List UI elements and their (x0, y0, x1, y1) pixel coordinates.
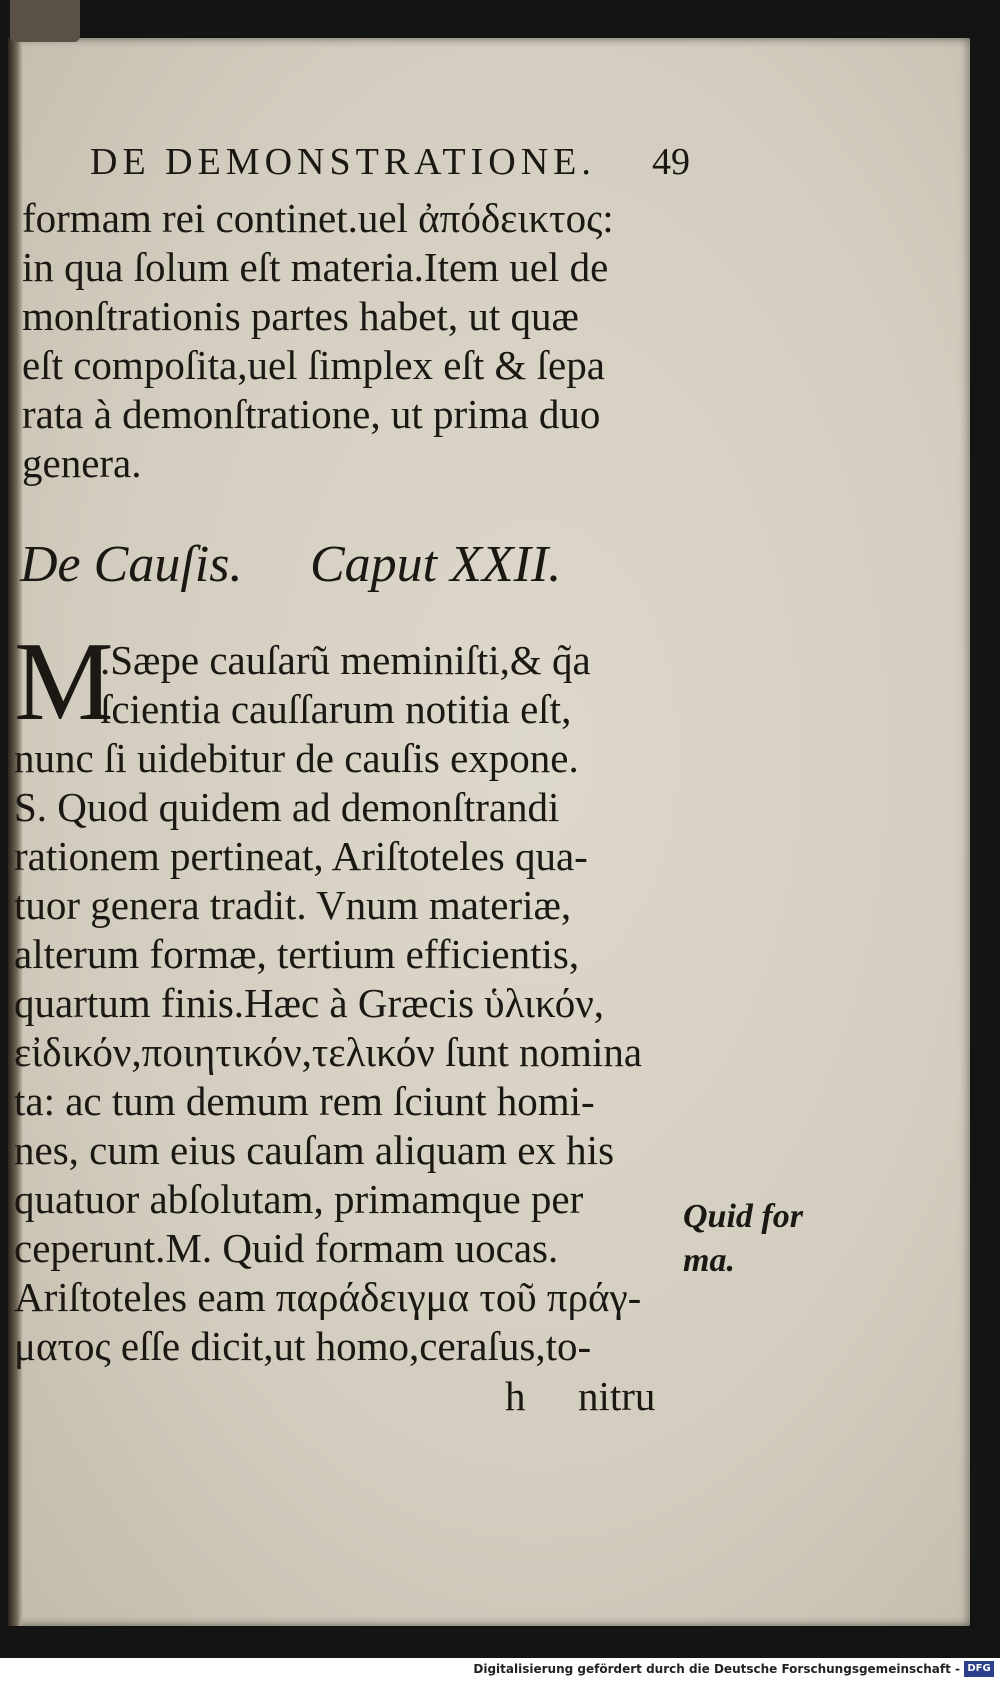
text-line: genera. (22, 440, 142, 486)
text-line: in qua ſolum eſt materia.Item uel de (22, 244, 609, 290)
footer-credit: Digitalisierung gefördert durch die Deutsche Forschungsgemeinschaft - (473, 1662, 960, 1676)
footer-bar (0, 1658, 1000, 1681)
chapter-label: Caput XXII. (310, 536, 562, 593)
margin-note (683, 1195, 803, 1283)
drop-capital: M (14, 620, 114, 744)
running-head: DE DEMONSTRATIONE. (90, 141, 596, 183)
text-line: nes, cum eius cauſam aliquam ex his (14, 1127, 615, 1173)
margin-note-line: Quid for (683, 1198, 803, 1235)
page-number: 49 (652, 141, 690, 183)
text-line: ta: ac tum demum rem ſciunt homi- (14, 1078, 595, 1124)
text-line: alterum formæ, tertium efficientis, (14, 931, 580, 977)
text-line: ceperunt.M. Quid formam uocas. (14, 1225, 559, 1271)
text-line: nunc ſi uidebitur de cauſis expone. (14, 735, 579, 781)
text-line: rationem pertineat, Ariſtoteles qua- (14, 833, 588, 879)
text-line: .Sæpe cauſarũ meminiſti,& q̃a (100, 637, 591, 683)
text-line: tuor genera tradit. Vnum materiæ, (14, 882, 572, 928)
text-line: quatuor abſolutam, primamque per (14, 1176, 584, 1222)
text-line: ματος eſſe dicit,ut homo,ceraſus,to- (14, 1323, 592, 1369)
dfg-logo-icon: DFG (964, 1661, 994, 1677)
text-line: εἰδικόν,ποιητικόν,τελικόν ſunt nomina (14, 1029, 643, 1075)
page-clip (10, 0, 80, 42)
text-line: ſcientia cauſſarum notitia eſt, (100, 686, 572, 732)
text-line: quartum finis.Hæc à Græcis ὑλικόν, (14, 980, 605, 1026)
catchword: nitru (578, 1373, 656, 1419)
text-line: formam rei continet.uel ἀπόδεικτος: (22, 195, 614, 241)
chapter-title: De Cauſis. (20, 536, 243, 593)
text-line: Ariſtoteles eam παράδειγμα τοῦ πράγ- (14, 1274, 642, 1320)
margin-note-line: ma. (683, 1242, 735, 1279)
text-line: rata à demonſtratione, ut prima duo (22, 391, 601, 437)
text-line: S. Quod quidem ad demonſtrandi (14, 784, 560, 830)
text-line: eſt compoſita,uel ſimplex eſt & ſepa (22, 342, 605, 388)
signature-mark: h (505, 1373, 526, 1419)
text-line: monſtrationis partes habet, ut quæ (22, 293, 579, 339)
